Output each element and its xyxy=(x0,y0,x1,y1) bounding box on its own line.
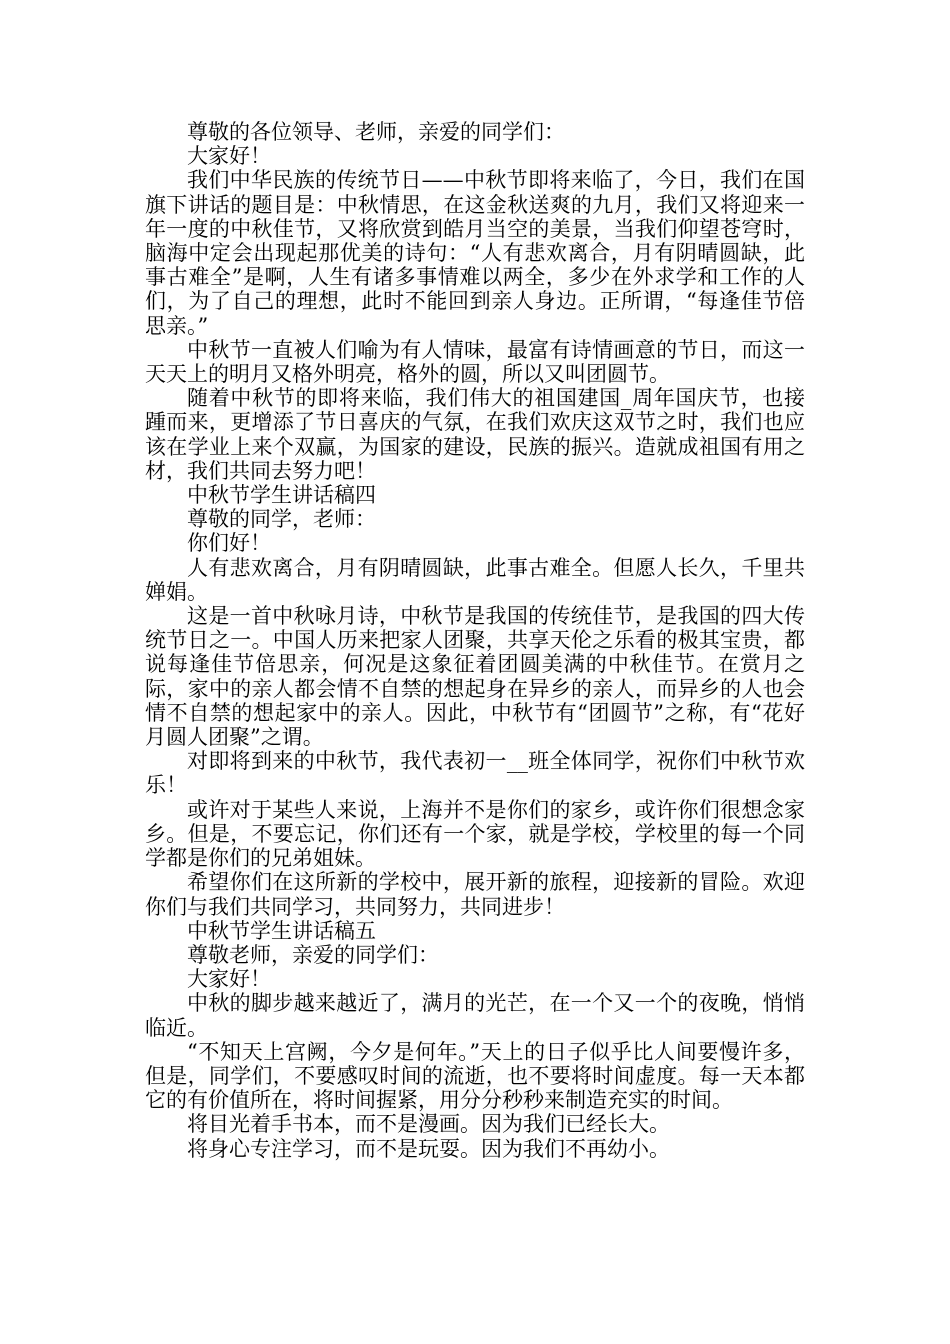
body-paragraph: 我们中华民族的传统节日——中秋节即将来临了，今日，我们在国旗下讲话的题目是：中秋情思，在这金秋送爽的九月，我们又将迎来一年一度的中秋佳节，又将欣赏到皓月当空的美景，当我们仰望苍穹时，脑海中定会出现起那优美的诗句：“人有悲欢离合，月有阴晴圆缺，此事古难全”是啊，人生有诸多事情难以两全，多少在外求学和工作的人们，为了自己的理想，此时不能回到亲人身边。正所谓，“每逢佳节倍思亲。” xyxy=(145,168,805,338)
body-paragraph: 人有悲欢离合，月有阴晴圆缺，此事古难全。但愿人长久，千里共婵娟。 xyxy=(145,555,805,604)
greeting: 大家好！ xyxy=(187,144,271,169)
salutation: 尊敬老师，亲爱的同学们： xyxy=(187,942,439,967)
body-paragraph: 中秋节一直被人们喻为有人情味，最富有诗情画意的节日，而这一天天上的明月又格外明亮，格外的圆，所以又叫团圆节。 xyxy=(145,337,805,387)
body-paragraph: 将目光着手书本，而不是漫画。因为我们已经长大。 xyxy=(187,1112,670,1137)
body-paragraph: 对即将到来的中秋节，我代表初一__班全体同学，祝你们中秋节欢乐！ xyxy=(145,749,805,798)
body-paragraph: 将身心专注学习，而不是玩耍。因为我们不再幼小。 xyxy=(187,1136,670,1161)
section-heading: 中秋节学生讲话稿五 xyxy=(187,918,376,943)
salutation: 尊敬的各位领导、老师，亲爱的同学们： xyxy=(187,120,565,144)
body-paragraph: 希望你们在这所新的学校中，展开新的旅程，迎接新的冒险。欢迎你们与我们共同学习，共同努力，共同进步！ xyxy=(145,870,805,919)
body-paragraph: 随着中秋节的即将来临，我们伟大的祖国建国_周年国庆节，也接踵而来，更增添了节日喜庆的气氛，在我们欢庆这双节之时，我们也应该在学业上来个双赢，为国家的建设，民族的振兴。造就成祖国有用之材，我们共同去努力吧！ xyxy=(145,386,805,483)
greeting: 你们好！ xyxy=(187,531,271,556)
section-heading: 中秋节学生讲话稿四 xyxy=(187,483,376,508)
document-page xyxy=(145,120,805,1161)
body-paragraph: “不知天上宫阙，今夕是何年。”天上的日子似乎比人间要慢许多，但是，同学们，不要感叹时间的流逝，也不要将时间虚度。每一天本都它的有价值所在，将时间握紧，用分分秒秒来制造充实的时间。 xyxy=(145,1039,805,1113)
greeting: 大家好！ xyxy=(187,967,271,992)
body-paragraph: 中秋的脚步越来越近了，满月的光芒，在一个又一个的夜晚，悄悄临近。 xyxy=(145,991,805,1040)
body-paragraph: 这是一首中秋咏月诗，中秋节是我国的传统佳节，是我国的四大传统节日之一。中国人历来把家人团聚，共享天伦之乐看的极其宝贵，都说每逢佳节倍思亲，何况是这象征着团圆美满的中秋佳节。在赏月之际，家中的亲人都会情不自禁的想起身在异乡的亲人，而异乡的人也会情不自禁的想起家中的亲人。因此，中秋节有“团圆节”之称，有“花好月圆人团聚”之谓。 xyxy=(145,604,805,750)
body-paragraph: 或许对于某些人来说，上海并不是你们的家乡，或许你们很想念家乡。但是，不要忘记，你们还有一个家，就是学校，学校里的每一个同学都是你们的兄弟姐妹。 xyxy=(145,797,805,871)
salutation: 尊敬的同学，老师： xyxy=(187,507,376,532)
